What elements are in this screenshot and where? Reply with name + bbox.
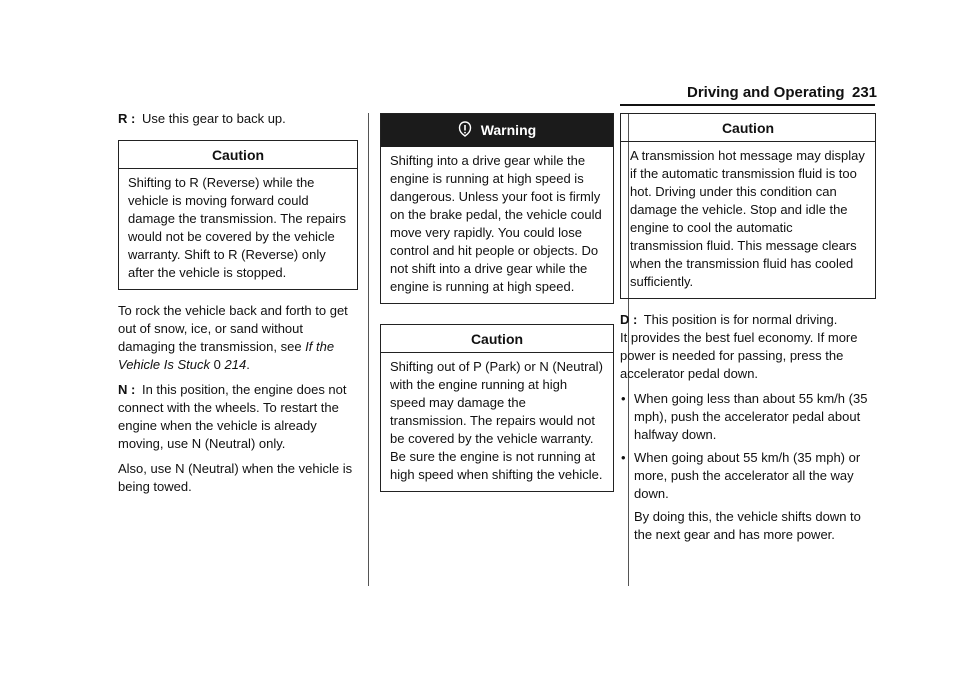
reverse-text: Use this gear to back up.: [141, 111, 286, 126]
warning-title: Warning: [480, 122, 537, 138]
caution-box-hot-fluid: [620, 113, 876, 299]
bullet-icon: •: [621, 450, 626, 465]
caution-box-park-neutral: [380, 324, 614, 492]
stuck-link[interactable]: If the Vehicle Is Stuck: [118, 339, 335, 372]
page-number: 231: [852, 84, 878, 101]
warning-icon: [458, 121, 472, 141]
rock-end: .: [246, 357, 250, 372]
neutral-paragraph: [118, 381, 358, 453]
bullet-icon: •: [621, 391, 626, 406]
drive-detail-paragraph: It provides the best fuel economy. If more power is needed for passing, press the accelerator pedal down.: [620, 330, 858, 381]
warning-box: [380, 113, 614, 304]
shift-down-paragraph: By doing this, the vehicle shifts down to the next gear and has more power.: [634, 509, 861, 542]
page-ref-number[interactable]: 214: [224, 357, 247, 372]
page-ref-icon: 0: [213, 357, 221, 372]
list-item: [620, 449, 876, 503]
header-rule: [620, 104, 875, 106]
bullet-text: When going less than about 55 km/h (35 mph), push the accelerator pedal about halfway down.: [634, 391, 868, 442]
column-1: [118, 110, 358, 503]
list-item: [620, 390, 876, 444]
caution-text: A transmission hot message may display if the automatic transmission fluid is too hot. Driving under this condition can damage the vehicle. Stop and idle the engine to cool the automatic transmission fluid. This message clears when the transmission fluid has cooled sufficiently.: [630, 148, 865, 289]
reverse-paragraph: [118, 110, 358, 128]
warning-header: [381, 114, 613, 147]
drive-paragraph: [620, 311, 876, 329]
warning-text: Shifting into a drive gear while the engine is running at high speed is dangerous. Unless your foot is firmly on the brake pedal, the vehicle could move very rapidly. You could lose control and hit people or objects. Do not shift into a drive gear while the engine is running at high speed.: [390, 153, 602, 295]
caution-title: Caution: [381, 325, 613, 353]
column-2: [380, 113, 614, 504]
column-divider-1: [368, 113, 369, 586]
drive-bullet-list: [620, 390, 876, 503]
caution-title: Caution: [621, 114, 875, 142]
caution-text: Shifting to R (Reverse) while the vehicle is moving forward could damage the transmission. The repairs would not be covered by the vehicle warranty. Shift to R (Reverse) only after the vehicle is stopped.: [128, 175, 346, 280]
neutral-label: N :: [118, 382, 136, 397]
reverse-label: R :: [118, 111, 136, 126]
section-title: Driving and Operating: [687, 84, 845, 101]
column-3: [620, 110, 876, 551]
drive-text: This position is for normal driving.: [643, 312, 838, 327]
rock-paragraph: [118, 302, 358, 374]
drive-label: D :: [620, 312, 638, 327]
towed-paragraph: Also, use N (Neutral) when the vehicle is being towed.: [118, 461, 353, 494]
caution-text: Shifting out of P (Park) or N (Neutral) with the engine running at high speed may damage the transmission. The repairs would not be covered by the vehicle warranty. Be sure the engine is not running at high speed when shifting the vehicle.: [390, 359, 603, 483]
bullet-text: When going about 55 km/h (35 mph) or more, push the accelerator all the way down.: [634, 450, 861, 501]
neutral-text: In this position, the engine does not connect with the wheels. To restart the engine when the vehicle is already moving, use N (Neutral) only.: [118, 382, 347, 451]
caution-box-reverse: [118, 140, 358, 290]
caution-title: Caution: [119, 141, 357, 169]
rock-text: To rock the vehicle back and forth to get out of snow, ice, or sand without damaging the transmission, see: [118, 303, 348, 354]
